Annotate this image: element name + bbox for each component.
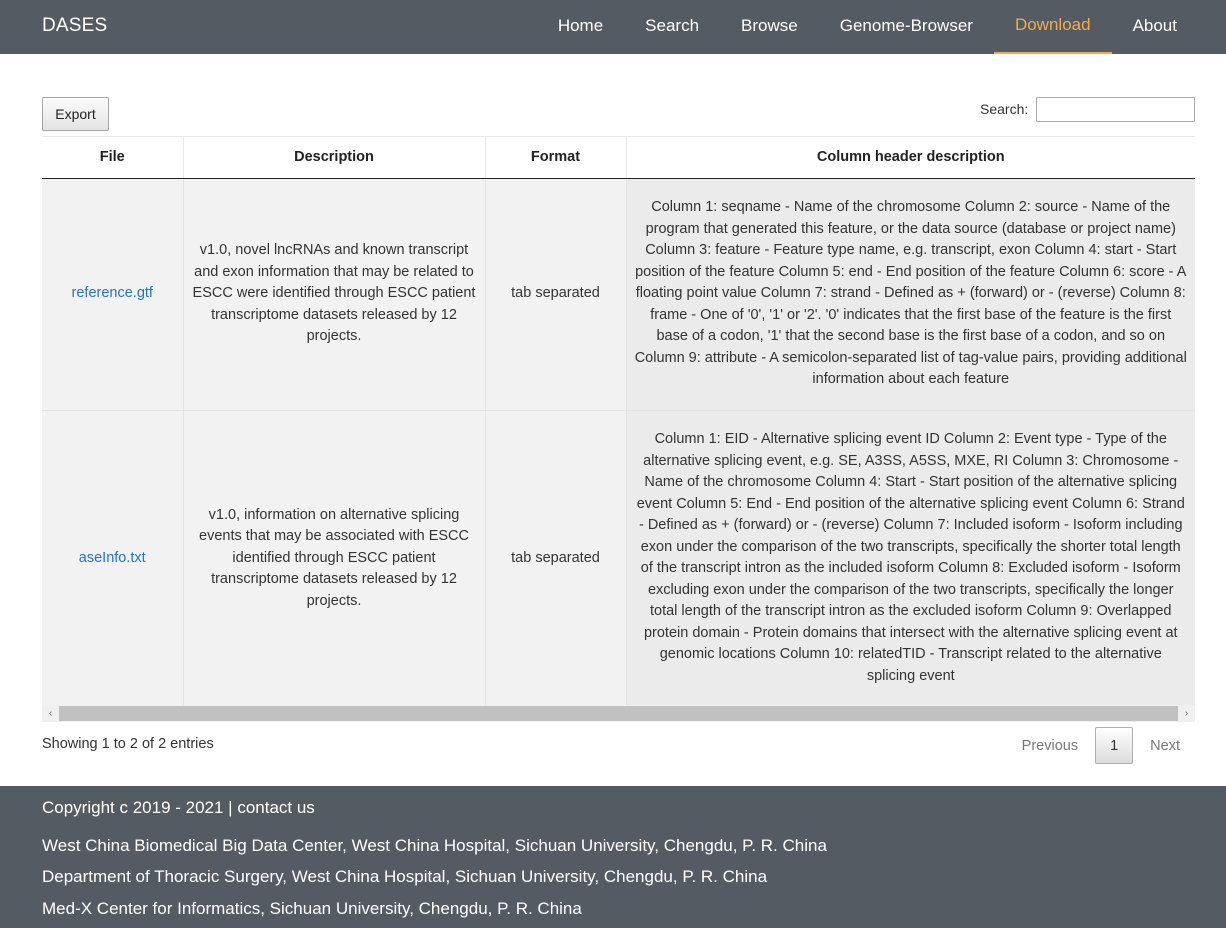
- table-row: [42, 178, 1195, 410]
- page-1-button[interactable]: 1: [1095, 727, 1133, 764]
- copyright-line: [42, 798, 315, 818]
- search-label: Search:: [980, 101, 1029, 117]
- column-header-description[interactable]: Description: [183, 137, 485, 178]
- download-table-container: [42, 136, 1195, 705]
- description-cell: v1.0, novel lncRNAs and known transcript and exon information that may be related to ESCC were identified through ESCC patient transcriptome datasets released by 12 projects.: [183, 178, 485, 410]
- horizontal-scrollbar[interactable]: [42, 705, 1195, 722]
- footer-affiliation-3: Med-X Center for Informatics, Sichuan University, Chengdu, P. R. China: [42, 899, 582, 918]
- next-page-button[interactable]: Next: [1150, 737, 1180, 754]
- footer-affiliation-1: West China Biomedical Big Data Center, West China Hospital, Sichuan University, Chengdu, P. R. China: [42, 836, 827, 855]
- file-download-link[interactable]: reference.gtf: [71, 285, 153, 302]
- nav-browse[interactable]: Browse: [741, 15, 798, 35]
- table-row: [42, 410, 1195, 705]
- table-header-row: [42, 137, 1195, 178]
- scrollbar-thumb[interactable]: [59, 706, 1178, 721]
- format-cell: tab separated: [485, 178, 626, 410]
- column-header-format[interactable]: Format: [485, 137, 626, 178]
- nav-about[interactable]: About: [1132, 15, 1177, 35]
- nav-genome-browser[interactable]: Genome-Browser: [839, 15, 973, 35]
- nav-search[interactable]: Search: [645, 15, 700, 35]
- download-table: [42, 137, 1195, 705]
- scroll-right-icon[interactable]: ›: [1184, 708, 1189, 719]
- export-button[interactable]: Export: [42, 97, 109, 131]
- column-description-cell: Column 1: EID - Alternative splicing event ID Column 2: Event type - Type of the alternative splicing event, e.g. SE, A3SS, A5SS, MXE, RI Column 3: Chromosome - Name of the chromosome Column 4: Start - Start position of the alternative splicing event Column 5: End - End position of the alternative splicing event Column 6: Strand - Defined as + (forward) or - (reverse) Column 7: Included isoform - Isoform including exon under the comparison of the two transcripts, specifically the shorter total length of the transcript intron as the included isoform Column 8: Excluded isoform - Isoform excluding exon under the comparison of the two transcripts, specifically the longer total length of the transcript intron as the excluded isoform Column 9: Overlapped protein domain - Protein domains that intersect with the alternative splicing event at genomic locations Column 10: relatedTID - Transcript related to the alternative splicing event: [626, 410, 1195, 705]
- footer-affiliation-2: Department of Thoracic Surgery, West China Hospital, Sichuan University, Chengdu, P. R. China: [42, 867, 768, 886]
- column-header-column-description[interactable]: Column header description: [626, 137, 1195, 178]
- nav-download[interactable]: Download: [994, 0, 1112, 54]
- column-header-file[interactable]: File: [42, 137, 183, 178]
- previous-page-button[interactable]: Previous: [1021, 737, 1079, 754]
- format-cell: tab separated: [485, 410, 626, 705]
- column-description-cell: Column 1: seqname - Name of the chromosome Column 2: source - Name of the program that generated this feature, or the data source (database or project name) Column 3: feature - Feature type name, e.g. transcript, exon Column 4: start - Start position of the feature Column 5: end - End position of the feature Column 6: score - A floating point value Column 7: strand - Defined as + (forward) or - (reverse) Column 8: frame - One of '0', '1' or '2'. '0' indicates that the first base of the feature is the first base of a codon, '1' that the second base is the first base of a codon, and so on Column 9: attribute - A semicolon-separated list of tag-value pairs, providing additional information about each feature: [626, 178, 1195, 410]
- top-navbar: [0, 0, 1226, 54]
- brand-logo[interactable]: DASES: [42, 15, 108, 36]
- footer: [0, 786, 1226, 928]
- copyright-text: Copyright c 2019 - 2021 |: [42, 798, 238, 817]
- pagination: [1007, 727, 1195, 764]
- nav-home[interactable]: Home: [557, 15, 604, 35]
- nav-menu: [537, 0, 1198, 54]
- contact-us-link[interactable]: contact us: [237, 798, 315, 817]
- file-cell: [42, 178, 183, 410]
- file-cell: [42, 410, 183, 705]
- table-info: Showing 1 to 2 of 2 entries: [42, 736, 214, 752]
- file-download-link[interactable]: aseInfo.txt: [78, 549, 146, 566]
- description-cell: v1.0, information on alternative splicing events that may be associated with ESCC identified through ESCC patient transcriptome datasets released by 12 projects.: [183, 410, 485, 705]
- search-input[interactable]: [1036, 97, 1195, 122]
- scroll-left-icon[interactable]: ‹: [48, 708, 53, 719]
